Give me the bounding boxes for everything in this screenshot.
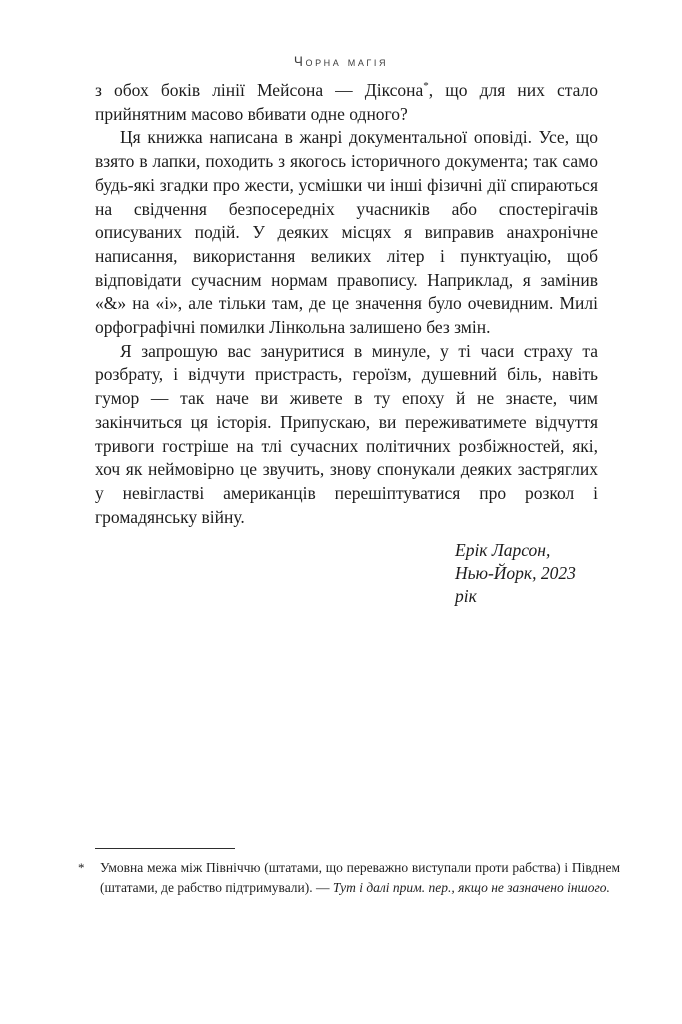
paragraph-text: з обох боків лінії Мейсона — Діксона xyxy=(95,80,424,100)
footnote-text xyxy=(100,858,620,897)
footnote-divider xyxy=(95,848,235,849)
paragraph-continuation xyxy=(95,79,598,126)
footnote-reference-asterisk: * xyxy=(423,80,429,93)
author-signature xyxy=(455,539,598,608)
signature-place-date: Нью-Йорк, 2023 рік xyxy=(455,563,576,607)
footnote-area xyxy=(78,840,620,897)
paragraph: Я запрошую вас зануритися в минуле, у ті часи страху та розбрату, і відчути пристрасть, героїзм, душевний біль, навіть гумор — так наче ви живете в ту епоху й не знаєте, чим закінчиться ця історія. Припускаю, ви переживатимете відчуття тривоги гостріше на тлі сучасних політичних розбіжностей, які, хоч як неймовірно це звучить, знову спонукали деяких застряглих у невігластві американців перешіптуватися про розкол і громадянську війну. xyxy=(95,340,598,527)
paragraph-text: , що для них стало прийнятним масово вбивати одне одного? xyxy=(95,80,598,124)
footnote-marker-asterisk: * xyxy=(78,860,85,875)
footnote xyxy=(78,858,620,897)
body-text xyxy=(95,79,598,608)
footnote-text-italic: Тут і далі прим. пер., якщо не зазначено іншого. xyxy=(332,879,610,895)
paragraph: Ця книжка написана в жанрі документальної оповіді. Усе, що взято в лапки, походить з якогось історичного документа; так само будь-які згадки про жести, усмішки чи інші фізичні дії спираються на свідчення безпосередніх учасників або спостерігачів описуваних подій. У деяких місцях я виправив анахронічне написання, використання великих літер і пунктуацію, щоб відповідати сучасним нормам правопису. Наприклад, я замінив «&» на «і», але тільки там, де це значення було очевидним. Милі орфографічні помилки Лінкольна залишено без змін. xyxy=(95,127,598,338)
signature-author: Ерік Ларсон, xyxy=(455,540,551,561)
running-head: Чорна магія xyxy=(293,54,389,69)
footnote-text-regular: Умовна межа між Північчю (штатами, що переважно виступали проти рабства) і Півднем (штатами, де рабство підтримували). — xyxy=(100,860,620,895)
